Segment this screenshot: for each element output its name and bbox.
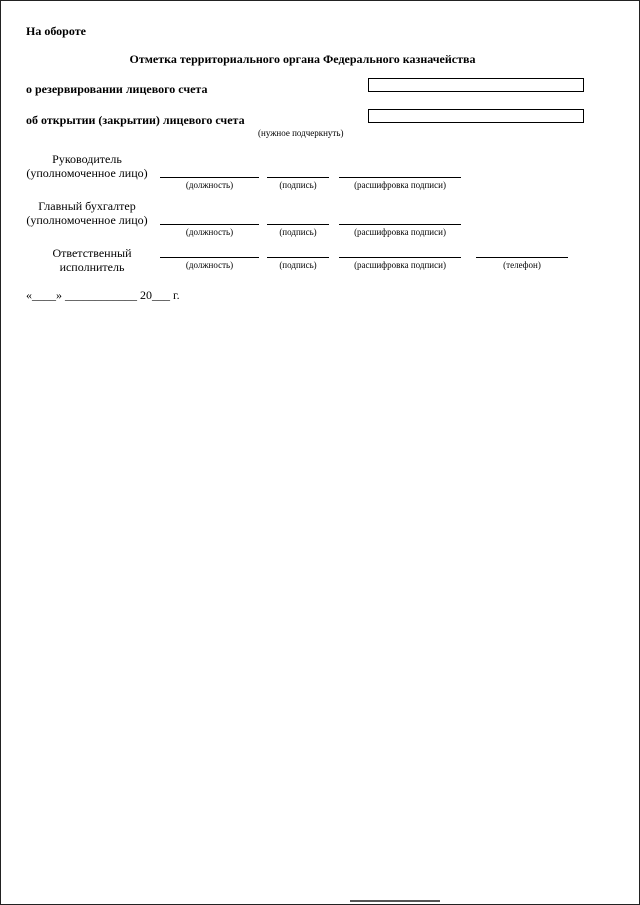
accountant-signature-line[interactable] (267, 224, 329, 225)
section-title: Отметка территориального органа Федерального казначейства (129, 52, 476, 66)
open-close-label: об открытии (закрытии) лицевого счета (26, 113, 245, 127)
executor-role-label (22, 246, 162, 274)
executor-decoding-caption: (расшифровка подписи) (354, 260, 446, 270)
head-signature-caption: (подпись) (279, 180, 317, 190)
executor-signature-line[interactable] (267, 257, 329, 258)
accountant-role-line2: (уполномоченное лицо) (26, 213, 148, 227)
accountant-position-line[interactable] (160, 224, 259, 225)
header-label: На обороте (26, 24, 86, 38)
head-decoding-line[interactable] (339, 177, 461, 178)
executor-phone-caption: (телефон) (503, 260, 541, 270)
accountant-decoding-line[interactable] (339, 224, 461, 225)
accountant-role-line1: Главный бухгалтер (38, 199, 136, 213)
head-signature-line[interactable] (267, 177, 329, 178)
executor-signature-caption: (подпись) (279, 260, 317, 270)
reserve-field[interactable] (368, 78, 584, 92)
executor-phone-line[interactable] (476, 257, 568, 258)
bottom-edge-mark (350, 900, 440, 902)
accountant-decoding-caption: (расшифровка подписи) (354, 227, 446, 237)
open-close-field[interactable] (368, 109, 584, 123)
head-position-line[interactable] (160, 177, 259, 178)
accountant-signature-caption: (подпись) (279, 227, 317, 237)
underline-hint: (нужное подчеркнуть) (258, 128, 344, 138)
executor-role-line2: исполнитель (59, 260, 125, 274)
head-decoding-caption: (расшифровка подписи) (354, 180, 446, 190)
date-line[interactable]: «____» ____________ 20___ г. (26, 288, 180, 302)
accountant-position-caption: (должность) (185, 227, 234, 237)
executor-decoding-line[interactable] (339, 257, 461, 258)
executor-position-line[interactable] (160, 257, 259, 258)
head-role-line1: Руководитель (52, 152, 122, 166)
executor-position-caption: (должность) (185, 260, 234, 270)
executor-role-line1: Ответственный (52, 246, 132, 260)
head-role-line2: (уполномоченное лицо) (26, 166, 148, 180)
accountant-role-label (22, 199, 152, 227)
reserve-label: о резервировании лицевого счета (26, 82, 208, 96)
head-position-caption: (должность) (185, 180, 234, 190)
head-role-label (22, 152, 152, 180)
